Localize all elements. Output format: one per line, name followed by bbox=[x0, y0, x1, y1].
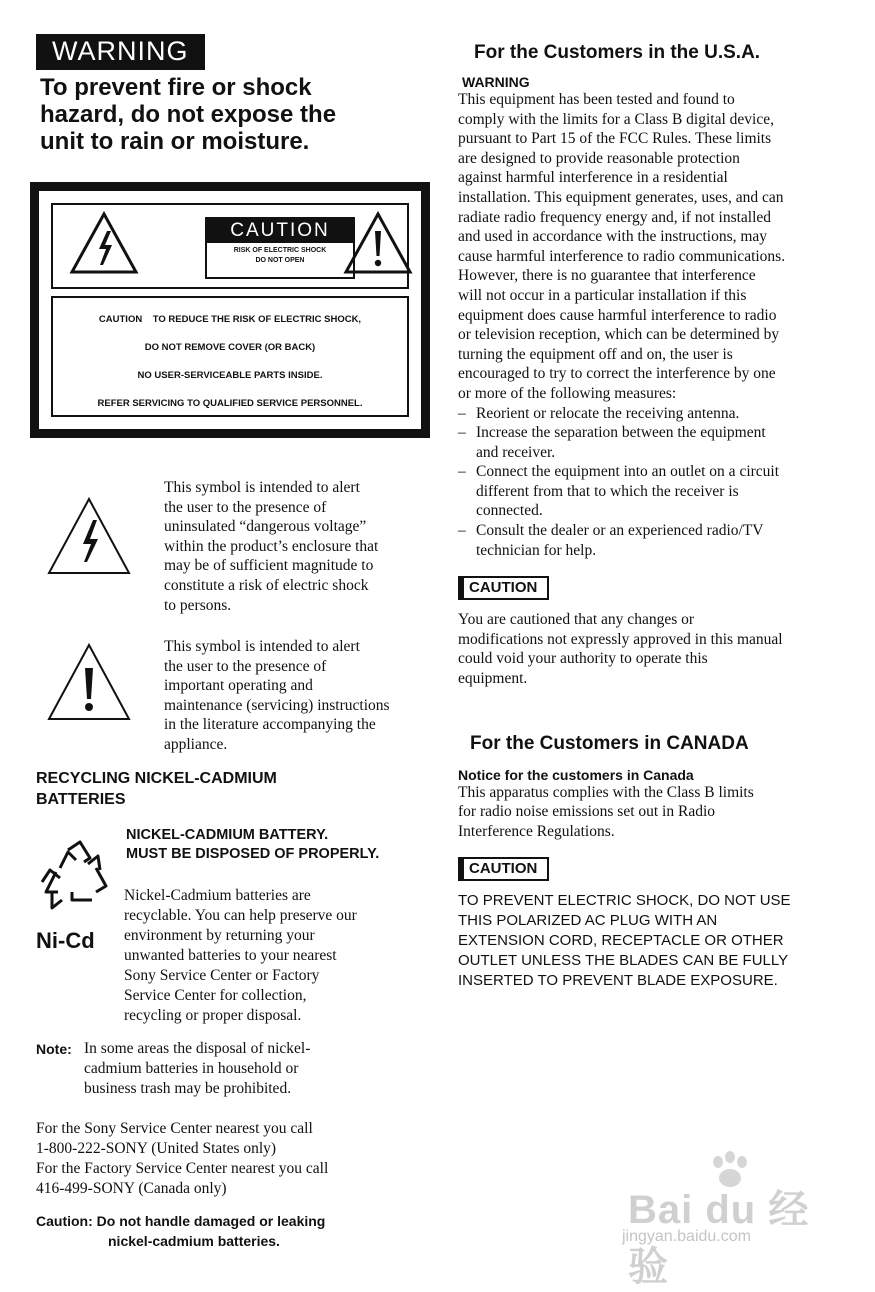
baidu-url: jingyan.baidu.com bbox=[622, 1228, 751, 1245]
baidu-logo: Bai du 经验 bbox=[628, 1188, 810, 1289]
exclamation-triangle-icon bbox=[343, 211, 413, 275]
modification-caution: You are cautioned that any changes or modifications not expressly approved in this manual could void your authority to operate this equipment. bbox=[458, 611, 783, 688]
canada-notice: This apparatus complies with the Class B limits for radio noise emissions set out in Radio Interference Regulations. bbox=[458, 783, 754, 840]
right-column bbox=[458, 42, 846, 991]
note-label: Note: bbox=[36, 1041, 72, 1057]
caution-tag: CAUTION bbox=[458, 576, 549, 600]
usa-warning-subheading: WARNING bbox=[462, 74, 530, 90]
lightning-triangle-icon bbox=[46, 496, 132, 576]
list-item: – Reorient or relocate the receiving antenna. bbox=[458, 404, 740, 422]
caution-sign: CAUTION RISK OF ELECTRIC SHOCK DO NOT OPEN bbox=[205, 217, 355, 279]
exclamation-triangle-icon bbox=[46, 642, 132, 722]
baidu-watermark bbox=[622, 1150, 842, 1289]
list-item: – Consult the dealer or an experienced radio/TV technician for help. bbox=[458, 522, 764, 559]
caution-tag: CAUTION bbox=[458, 857, 549, 881]
nicd-disposal-warning: NICKEL-CADMIUM BATTERY. MUST BE DISPOSED OF PROPERLY. bbox=[126, 827, 380, 862]
nicd-recycling-text: Nickel-Cadmium batteries are recyclable. You can help preserve our environment by returning your unwanted batteries to your nearest Sony Service Center or Factory Service Center for collection, recycling or proper disposal. bbox=[124, 887, 357, 1024]
canada-heading: For the Customers in CANADA bbox=[470, 732, 749, 754]
warning-label: WARNING bbox=[36, 34, 205, 70]
interference-measures bbox=[458, 404, 846, 561]
instructions-symbol-explanation: This symbol is intended to alert the user to the presence of important operating and maintenance (servicing) instructions in the literature accompanying the appliance. bbox=[164, 638, 390, 753]
plug-caution: TO PREVENT ELECTRIC SHOCK, DO NOT USE THIS POLARIZED AC PLUG WITH AN EXTENSION CORD, RECEPTACLE OR OTHER OUTLET UNLESS THE BLADES CAN BE FULLY INSERTED TO PREVENT BLADE EXPOSURE. bbox=[458, 892, 791, 990]
usa-heading: For the Customers in the U.S.A. bbox=[474, 42, 761, 63]
caution-label-box bbox=[30, 182, 430, 438]
caution-instructions: CAUTION TO REDUCE THE RISK OF ELECTRIC SHOCK, DO NOT REMOVE COVER (OR BACK) NO USER-SERVICEABLE PARTS INSIDE. REFER SERVICING TO QUALIFIED SERVICE PERSONNEL. bbox=[51, 296, 409, 417]
canada-subheading: Notice for the customers in Canada bbox=[458, 766, 694, 783]
list-item: – Increase the separation between the equipment and receiver. bbox=[458, 424, 766, 461]
nicd-label: Ni-Cd bbox=[36, 928, 95, 953]
dangerous-voltage-explanation: This symbol is intended to alert the user to the presence of uninsulated “dangerous voltage” within the product’s enclosure that may be of sufficient magnitude to constitute a risk of electric shock to persons. bbox=[164, 479, 379, 614]
battery-handling-caution: Caution: Do not handle damaged or leaking nickel-cadmium batteries. bbox=[36, 1213, 326, 1249]
service-center-info: For the Sony Service Center nearest you call 1-800-222-SONY (United States only) For the Factory Service Center nearest you call 416-499-SONY (Canada only) bbox=[36, 1120, 329, 1197]
recycling-heading: RECYCLING NICKEL-CADMIUM BATTERIES bbox=[36, 770, 277, 808]
recycle-icon bbox=[38, 838, 118, 918]
disposal-note: Note: In some areas the disposal of nickel- cadmium batteries in household or business trash may be prohibited. bbox=[36, 1040, 311, 1097]
lightning-triangle-icon bbox=[69, 211, 139, 275]
list-item: – Connect the equipment into an outlet on a circuit different from that to which the receiver is connected. bbox=[458, 463, 780, 520]
fcc-statement: This equipment has been tested and found to comply with the limits for a Class B digital device, pursuant to Part 15 of the FCC Rules. These limits are designed to provide reasonable protection against harmful interference in a residential installation. This equipment generates, uses, and can radiate radio frequency energy and, if not installed and used in accordance with the instructions, may cause harmful interference to radio communications. However, there is no guarantee that interference will not occur in a particular installation if this equipment does cause harmful interference to radio or television reception, which can be determined by turning the equipment off and on, the user is encouraged to try to correct the interference by one or more of the following measures: bbox=[458, 91, 786, 402]
hazard-warning: To prevent fire or shock hazard, do not expose the unit to rain or moisture. bbox=[40, 74, 337, 155]
left-column bbox=[36, 34, 431, 155]
